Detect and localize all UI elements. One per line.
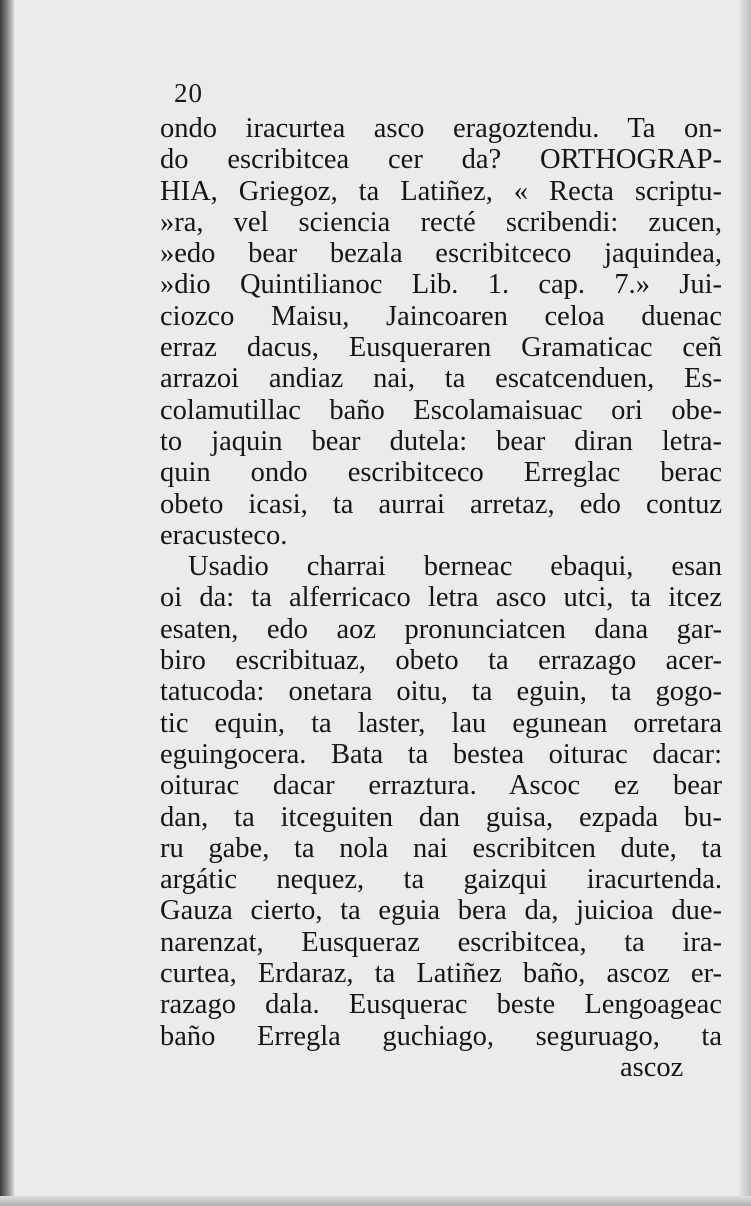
page-edge-right (739, 0, 751, 1206)
text-line: curtea, Erdaraz, ta Latiñez baño, ascoz er- (160, 958, 722, 990)
text-line: quin ondo escribitceco Erreglac berac (160, 457, 722, 489)
text-line: »dio Quintilianoc Lib. 1. cap. 7.» Jui- (160, 269, 722, 301)
text-line: Gauza cierto, ta eguia bera da, juicioa due- (160, 895, 722, 927)
text-line: to jaquin bear dutela: bear diran letra- (160, 425, 722, 457)
text-line: »edo bear bezala escribitceco jaquindea, (160, 238, 722, 270)
text-line: oi da: ta alferricaco letra asco utci, ta itcez (160, 582, 722, 614)
text-line: narenzat, Eusqueraz escribitcea, ta ira- (160, 926, 722, 958)
text-line: colamutillac baño Escolamaisuac ori obe- (160, 394, 722, 426)
text-line: oiturac dacar erraztura. Ascoc ez bear (160, 770, 722, 802)
text-line: baño Erregla guchiago, seguruago, ta (160, 1020, 722, 1052)
text-line: eracusteco. (160, 519, 288, 551)
paragraph-1 (160, 113, 722, 551)
binding-shadow (0, 0, 14, 1206)
text-line: erraz dacus, Eusqueraren Gramaticac ceñ (160, 332, 722, 364)
text-line: arrazoi andiaz nai, ta escatcenduen, Es- (160, 363, 722, 395)
page-edge-bottom (0, 1196, 751, 1206)
text-line: obeto icasi, ta aurrai arretaz, edo contuz (160, 488, 722, 520)
text-line: esaten, edo aoz pronunciatcen dana gar- (160, 613, 722, 645)
text-line: do escribitcea cer da? ORTHOGRAP- (160, 144, 722, 176)
text-line: HIA, Griegoz, ta Latiñez, « Recta scriptu- (160, 175, 722, 207)
catchword: ascoz (620, 1052, 684, 1083)
text-line: tic equin, ta laster, lau egunean orretara (160, 707, 722, 739)
text-line: dan, ta itceguiten dan guisa, ezpada bu- (160, 801, 722, 833)
text-line: argátic nequez, ta gaizqui iracurtenda. (160, 864, 722, 896)
text-line: ondo iracurtea asco eragoztendu. Ta on- (160, 113, 722, 144)
text-line: Usadio charrai berneac ebaqui, esan (188, 551, 722, 583)
text-line: razago dala. Eusquerac beste Lengoageac (160, 989, 722, 1021)
body-text (160, 113, 722, 1052)
text-line: ciozco Maisu, Jaincoaren celoa duenac (160, 300, 722, 332)
text-line: tatucoda: onetara oitu, ta eguin, ta gogo- (160, 676, 722, 708)
text-line: biro escribituaz, obeto ta errazago acer- (160, 645, 722, 677)
paragraph-2 (160, 551, 722, 1052)
page-number: 20 (174, 78, 203, 108)
text-line: ru gabe, ta nola nai escribitcen dute, ta (160, 832, 722, 864)
text-line: »ra, vel sciencia recté scribendi: zucen, (160, 206, 722, 238)
text-line: eguingocera. Bata ta bestea oiturac dacar: (160, 738, 722, 770)
